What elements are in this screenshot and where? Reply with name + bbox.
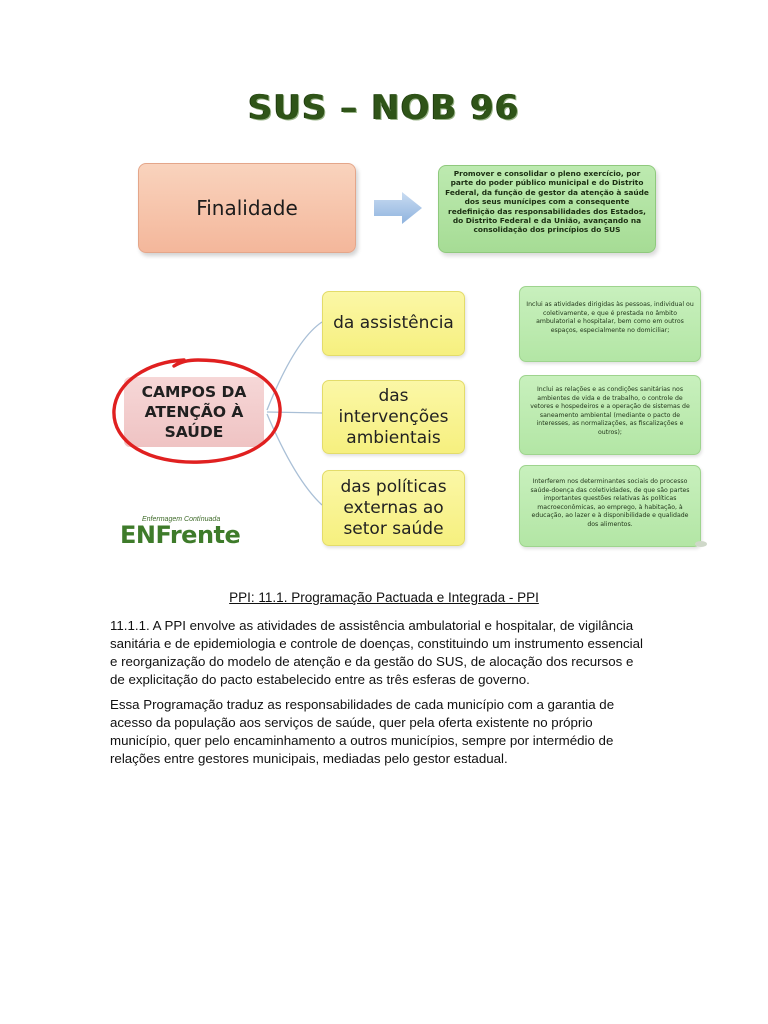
section-heading: PPI: 11.1. Programação Pactuada e Integrada - PPI <box>229 590 539 605</box>
campos-box: CAMPOS DA ATENÇÃO À SAÚDE <box>124 377 264 447</box>
logo-tagline: Enfermagem Contínuada <box>142 516 221 523</box>
watermark-icon <box>694 540 708 548</box>
logo: ENFrente <box>120 521 241 549</box>
paragraph: Essa Programação traduz as responsabilidades de cada município com a garantia de acesso da população aos serviços de saúde, quer pela oferta existente no próprio município, quer pelo encaminhamento a outros municípios, sempre por intermédio de relações entre gestores municipais, mediadas pelo gestor estadual. <box>110 697 615 766</box>
hand-drawn-circle-icon <box>108 352 288 470</box>
description-intervencoes-ambientais: Inclui as relações e as condições sanitárias nos ambientes de vida e de trabalho, o controle de vetores e hospedeiros e a operação de sistemas de saneamento ambiental (mediante o pacto de interesses, as normalizações, as fiscalizações e outros); <box>519 375 701 455</box>
field-assistencia: da assistência <box>322 291 465 356</box>
finalidade-box: Finalidade <box>138 163 356 253</box>
field-politicas-externas: das políticas externas ao setor saúde <box>322 470 465 546</box>
finalidade-description: Promover e consolidar o pleno exercício, por parte do poder público municipal e do Distrito Federal, da função de gestor da atenção à saúde dos seus munícipes com a consequente redefinição das responsabilidades dos Estados, do Distrito Federal e da União, avançando na consolidação dos princípios do SUS <box>438 165 656 253</box>
description-assistencia: Inclui as atividades dirigidas às pessoas, individual ou coletivamente, e que é prestada no âmbito ambulatorial e hospitalar, bem como em outros espaços, especialmente no domiciliar; <box>519 286 701 362</box>
arrow-right-icon <box>372 190 424 226</box>
paragraph: 11.1.1. A PPI envolve as atividades de assistência ambulatorial e hospitalar, de vigilância sanitária e de epidemiologia e controle de doenças, constituindo um instrumento essencial e reorganização do modelo de atenção e da gestão do SUS, de alocação dos recursos e de explicitação do pacto estabelecido entre as três esferas de governo. <box>110 618 643 687</box>
field-intervencoes-ambientais: das intervenções ambientais <box>322 380 465 454</box>
description-politicas-externas: Interferem nos determinantes sociais do processo saúde-doença das coletividades, de que são partes importantes questões relativas às políticas macroeconômicas, ao emprego, à habitação, à educação, ao lazer e à disponibilidade e qualidade dos alimentos. <box>519 465 701 547</box>
page-title: SUS – NOB 96 <box>248 88 520 128</box>
